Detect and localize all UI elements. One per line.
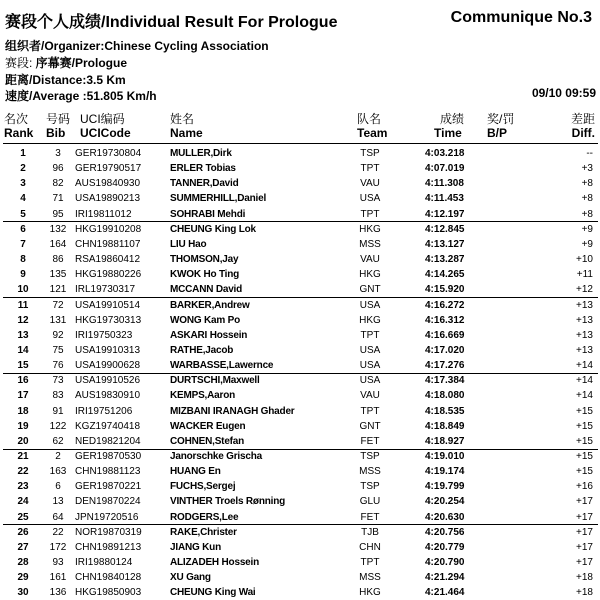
bib-cell: 132 — [49, 223, 67, 235]
rider-name-cell: CHEUNG King Lok — [170, 223, 256, 235]
time-cell: 4:19.010 — [425, 451, 465, 462]
diff-cell: +3 — [581, 163, 593, 175]
team-cell: USA — [359, 193, 381, 205]
col-bib-en: Bib — [46, 126, 66, 140]
rank-cell: 14 — [17, 344, 29, 356]
rider-name-cell: HUANG En — [170, 466, 221, 478]
col-bp-en: B/P — [487, 126, 508, 140]
uci-code-cell: CHN19840128 — [75, 572, 142, 584]
col-team-cn: 队名 — [357, 112, 382, 126]
uci-code-cell: NED19821204 — [75, 435, 141, 447]
rank-cell: 6 — [20, 223, 26, 235]
uci-code-cell: CHN19881107 — [75, 238, 141, 250]
diff-cell: +10 — [576, 254, 593, 266]
col-diff-en: Diff. — [571, 126, 595, 140]
diff-cell: +15 — [576, 420, 593, 432]
bib-cell: 121 — [49, 284, 67, 296]
rider-name-cell: KEMPS,Aaron — [170, 390, 236, 402]
table-row — [0, 358, 600, 373]
team-cell: VAU — [360, 390, 380, 402]
bib-cell: 71 — [52, 193, 64, 205]
col-time-header — [434, 112, 464, 140]
col-team-header — [357, 112, 387, 140]
table-row — [0, 252, 600, 267]
rider-name-cell: RODGERS,Lee — [170, 511, 239, 523]
rider-name-cell: Janorschke Grischa — [170, 451, 263, 462]
rider-name-cell: BARKER,Andrew — [170, 299, 250, 311]
time-cell: 4:15.920 — [425, 284, 465, 296]
rank-cell: 11 — [17, 299, 29, 311]
rank-cell: 29 — [17, 572, 29, 584]
diff-cell: +15 — [576, 405, 593, 417]
uci-code-cell: USA19910313 — [75, 344, 141, 356]
rank-cell: 9 — [20, 269, 26, 281]
table-row — [0, 161, 600, 176]
rider-name-cell: RAKE,Christer — [170, 526, 237, 538]
bib-cell: 161 — [49, 572, 67, 584]
col-uci-en: UCICode — [80, 126, 131, 140]
team-cell: TPT — [360, 329, 380, 341]
bib-cell: 73 — [52, 375, 64, 387]
bib-cell: 93 — [52, 557, 64, 569]
col-rank-header — [4, 112, 33, 140]
uci-code-cell: IRI19751206 — [75, 405, 133, 417]
rank-cell: 15 — [17, 360, 29, 372]
team-cell: TSP — [360, 148, 380, 159]
rider-name-cell: JIANG Kun — [170, 541, 221, 553]
bib-cell: 163 — [49, 466, 67, 478]
diff-cell: +9 — [581, 238, 593, 250]
diff-cell: +17 — [576, 511, 593, 523]
table-row — [0, 207, 600, 222]
table-row — [0, 494, 600, 509]
rider-name-cell: COHNEN,Stefan — [170, 435, 245, 447]
col-name-en: Name — [170, 126, 203, 140]
rider-name-cell: WONG Kam Po — [170, 314, 241, 326]
table-row — [0, 464, 600, 479]
rider-name-cell: SUMMERHILL,Daniel — [170, 193, 267, 205]
uci-code-cell: USA19910514 — [75, 299, 141, 311]
time-cell: 4:16.272 — [425, 299, 465, 311]
distance-value: 3.5 Km — [86, 73, 126, 87]
table-row — [0, 373, 600, 388]
table-row — [0, 540, 600, 555]
col-time-cn: 成绩 — [440, 112, 465, 126]
time-cell: 4:18.927 — [425, 435, 465, 447]
stage-line — [5, 54, 127, 71]
rank-cell: 22 — [17, 466, 29, 478]
diff-cell: +8 — [581, 193, 593, 205]
distance-line — [5, 71, 126, 88]
col-time-en: Time — [434, 126, 462, 140]
rider-name-cell: ASKARI Hossein — [170, 329, 248, 341]
rider-name-cell: MCCANN David — [170, 284, 243, 296]
diff-cell: +17 — [576, 526, 593, 538]
rider-name-cell: VINTHER Troels Rønning — [170, 496, 286, 508]
rider-name-cell: WARBASSE,Lawernce — [170, 360, 274, 372]
table-row — [0, 191, 600, 206]
rank-cell: 28 — [17, 557, 29, 569]
bib-cell: 64 — [52, 511, 64, 523]
uci-code-cell: AUS19840930 — [75, 178, 141, 190]
team-cell: USA — [359, 375, 381, 387]
col-rank-en: Rank — [4, 126, 34, 140]
table-row — [0, 222, 600, 237]
bib-cell: 92 — [52, 329, 64, 341]
diff-cell: +12 — [576, 284, 593, 296]
rider-name-cell: FUCHS,Sergej — [170, 481, 236, 493]
rank-cell: 27 — [17, 541, 29, 553]
rider-name-cell: KWOK Ho Ting — [170, 269, 240, 281]
table-row — [0, 555, 600, 570]
diff-cell: +18 — [576, 587, 593, 599]
rank-cell: 24 — [17, 496, 29, 508]
uci-code-cell: USA19900628 — [75, 360, 141, 372]
rider-name-cell: ALIZADEH Hossein — [170, 557, 260, 569]
time-cell: 4:19.174 — [425, 466, 465, 478]
rank-cell: 23 — [17, 481, 29, 493]
rank-cell: 20 — [17, 435, 29, 447]
rank-cell: 10 — [17, 284, 29, 296]
team-cell: USA — [359, 360, 381, 372]
bib-cell: 3 — [55, 148, 61, 159]
team-cell: TPT — [360, 557, 380, 569]
col-uci-header — [80, 112, 131, 140]
diff-cell: +13 — [576, 344, 593, 356]
rank-cell: 7 — [20, 238, 26, 250]
time-cell: 4:16.669 — [425, 329, 465, 341]
rider-name-cell: LIU Hao — [170, 238, 207, 250]
table-row — [0, 176, 600, 191]
team-cell: TPT — [360, 405, 380, 417]
diff-cell: +11 — [576, 269, 593, 281]
uci-code-cell: GER19870530 — [75, 451, 142, 462]
uci-code-cell: HKG19730313 — [75, 314, 142, 326]
time-cell: 4:03.218 — [425, 148, 465, 159]
team-cell: MSS — [359, 572, 381, 584]
team-cell: TSP — [360, 451, 380, 462]
uci-code-cell: DEN19870224 — [75, 496, 141, 508]
time-cell: 4:19.799 — [425, 481, 465, 493]
rank-cell: 30 — [17, 587, 29, 599]
time-cell: 4:17.384 — [425, 375, 465, 387]
rider-name-cell: WACKER Eugen — [170, 420, 246, 432]
diff-cell: +17 — [576, 496, 593, 508]
uci-code-cell: NOR19870319 — [75, 526, 142, 538]
header-rule — [3, 143, 598, 144]
team-cell: TJB — [361, 526, 379, 538]
table-row — [0, 419, 600, 434]
rank-cell: 12 — [17, 314, 29, 326]
bib-cell: 72 — [52, 299, 64, 311]
team-cell: HKG — [359, 587, 381, 599]
bib-cell: 62 — [52, 435, 64, 447]
table-row — [0, 328, 600, 343]
table-row — [0, 313, 600, 328]
col-diff-header — [560, 112, 595, 140]
uci-code-cell: RSA19860412 — [75, 254, 141, 266]
rank-cell: 5 — [20, 208, 26, 220]
rank-cell: 16 — [17, 375, 29, 387]
table-row — [0, 449, 600, 464]
rank-cell: 18 — [17, 405, 29, 417]
team-cell: CHN — [359, 541, 381, 553]
organizer-label: 组织者/Organizer: — [5, 39, 105, 53]
bib-cell: 22 — [52, 526, 64, 538]
bib-cell: 6 — [55, 481, 61, 493]
rank-cell: 13 — [17, 329, 29, 341]
team-cell: HKG — [359, 223, 381, 235]
team-cell: MSS — [359, 238, 381, 250]
table-row — [0, 510, 600, 525]
organizer-value: Chinese Cycling Association — [104, 39, 269, 53]
stage-label: 赛段: — [5, 56, 36, 70]
bib-cell: 122 — [49, 420, 67, 432]
uci-code-cell: HKG19880226 — [75, 269, 142, 281]
time-cell: 4:20.790 — [425, 557, 465, 569]
col-name-header — [170, 112, 203, 140]
rank-cell: 3 — [20, 178, 26, 190]
organizer-line — [5, 37, 269, 54]
rider-name-cell: ERLER Tobias — [170, 163, 236, 175]
table-row — [0, 146, 600, 161]
rider-name-cell: DURTSCHI,Maxwell — [170, 375, 260, 387]
time-cell: 4:16.312 — [425, 314, 465, 326]
team-cell: GLU — [359, 496, 381, 508]
bib-cell: 131 — [49, 314, 67, 326]
time-cell: 4:20.756 — [425, 526, 465, 538]
time-cell: 4:13.287 — [425, 254, 465, 266]
uci-code-cell: KGZ19740418 — [75, 420, 141, 432]
time-cell: 4:07.019 — [425, 163, 465, 175]
rider-name-cell: XU Gang — [170, 572, 211, 584]
col-uci-cn: UCI编码 — [80, 112, 125, 126]
time-cell: 4:21.464 — [425, 587, 465, 599]
table-row — [0, 570, 600, 585]
table-row — [0, 404, 600, 419]
table-row — [0, 237, 600, 252]
table-row — [0, 282, 600, 297]
team-cell: TPT — [360, 163, 380, 175]
diff-cell: +17 — [576, 541, 593, 553]
table-row — [0, 479, 600, 494]
time-cell: 4:18.535 — [425, 405, 465, 417]
diff-cell: +17 — [576, 557, 593, 569]
document-title: 赛段个人成绩/Individual Result For Prologue — [5, 14, 338, 31]
team-cell: TPT — [360, 208, 380, 220]
diff-cell: +14 — [576, 360, 593, 372]
rank-cell: 8 — [20, 254, 26, 266]
time-cell: 4:18.849 — [425, 420, 465, 432]
table-row — [0, 434, 600, 449]
col-team-en: Team — [357, 126, 388, 140]
time-cell: 4:13.127 — [425, 238, 465, 250]
uci-code-cell: HKG19850903 — [75, 587, 142, 599]
diff-cell: -- — [586, 148, 593, 159]
table-row — [0, 525, 600, 540]
uci-code-cell: USA19890213 — [75, 193, 141, 205]
time-cell: 4:17.020 — [425, 344, 465, 356]
team-cell: USA — [359, 344, 381, 356]
team-cell: FET — [360, 511, 380, 523]
communique-number: Communique No.3 — [450, 9, 592, 26]
time-cell: 4:11.453 — [425, 193, 464, 205]
bib-cell: 135 — [49, 269, 67, 281]
team-cell: GNT — [359, 284, 381, 296]
col-bib-cn: 号码 — [46, 112, 71, 126]
diff-cell: +13 — [576, 329, 593, 341]
rider-name-cell: RATHE,Jacob — [170, 344, 234, 356]
diff-cell: +8 — [581, 208, 593, 220]
bib-cell: 13 — [52, 496, 64, 508]
table-row — [0, 267, 600, 282]
average-line — [5, 87, 157, 104]
rank-cell: 17 — [17, 390, 29, 402]
time-cell: 4:17.276 — [425, 360, 465, 372]
uci-code-cell: USA19910526 — [75, 375, 141, 387]
diff-cell: +16 — [576, 481, 593, 493]
bib-cell: 75 — [52, 344, 64, 356]
diff-cell: +14 — [576, 390, 593, 402]
team-cell: HKG — [359, 269, 381, 281]
average-value: 51.805 Km/h — [86, 89, 157, 103]
time-cell: 4:20.254 — [425, 496, 465, 508]
time-cell: 4:12.845 — [425, 223, 465, 235]
rider-name-cell: MIZBANI IRANAGH Ghader — [170, 405, 295, 417]
uci-code-cell: IRI19750323 — [75, 329, 133, 341]
table-row — [0, 388, 600, 403]
rank-cell: 2 — [20, 163, 26, 175]
diff-cell: +15 — [576, 451, 593, 462]
col-bp-header — [487, 112, 514, 140]
rider-name-cell: TANNER,David — [170, 178, 239, 190]
uci-code-cell: GER19870221 — [75, 481, 142, 493]
bib-cell: 172 — [49, 541, 67, 553]
uci-code-cell: HKG19910208 — [75, 223, 142, 235]
bib-cell: 91 — [52, 405, 64, 417]
team-cell: USA — [359, 299, 381, 311]
bib-cell: 76 — [52, 360, 64, 372]
rank-cell: 4 — [20, 193, 26, 205]
average-label: 速度/Average : — [5, 89, 87, 103]
time-cell: 4:21.294 — [425, 572, 465, 584]
distance-label: 距离/Distance: — [5, 73, 87, 87]
table-row — [0, 343, 600, 358]
table-row — [0, 585, 600, 600]
col-name-cn: 姓名 — [170, 112, 195, 126]
col-rank-cn: 名次 — [4, 112, 29, 126]
team-cell: VAU — [360, 254, 380, 266]
rider-name-cell: SOHRABI Mehdi — [170, 208, 246, 220]
col-bib-header — [46, 112, 70, 140]
bib-cell: 83 — [52, 390, 64, 402]
publish-datetime: 09/10 09:59 — [531, 86, 596, 100]
rank-cell: 26 — [17, 526, 29, 538]
rank-cell: 19 — [17, 420, 29, 432]
rider-name-cell: THOMSON,Jay — [170, 254, 239, 266]
uci-code-cell: IRL19730317 — [75, 284, 136, 296]
uci-code-cell: GER19790517 — [75, 163, 142, 175]
diff-cell: +18 — [576, 572, 593, 584]
rank-cell: 25 — [17, 511, 29, 523]
team-cell: TSP — [360, 481, 380, 493]
diff-cell: +14 — [576, 375, 593, 387]
time-cell: 4:20.630 — [425, 511, 465, 523]
bib-cell: 164 — [49, 238, 67, 250]
time-cell: 4:11.308 — [425, 178, 464, 190]
col-bp-cn: 奖/罚 — [487, 112, 515, 126]
team-cell: VAU — [360, 178, 380, 190]
bib-cell: 2 — [55, 451, 61, 462]
time-cell: 4:14.265 — [425, 269, 465, 281]
team-cell: FET — [360, 435, 380, 447]
diff-cell: +13 — [576, 299, 593, 311]
bib-cell: 86 — [52, 254, 64, 266]
uci-code-cell: AUS19830910 — [75, 390, 141, 402]
bib-cell: 95 — [52, 208, 64, 220]
col-diff-cn: 差距 — [570, 112, 595, 126]
uci-code-cell: JPN19720516 — [75, 511, 139, 523]
uci-code-cell: GER19730804 — [75, 148, 142, 159]
team-cell: GNT — [359, 420, 381, 432]
uci-code-cell: IRI19811012 — [75, 208, 132, 220]
bib-cell: 82 — [52, 178, 64, 190]
diff-cell: +15 — [576, 466, 593, 478]
uci-code-cell: IRI19880124 — [75, 557, 133, 569]
uci-code-cell: CHN19881123 — [75, 466, 141, 478]
rider-name-cell: MULLER,Dirk — [170, 148, 232, 159]
uci-code-cell: CHN19891213 — [75, 541, 142, 553]
rider-name-cell: CHEUNG King Wai — [170, 587, 256, 599]
team-cell: HKG — [359, 314, 381, 326]
diff-cell: +13 — [576, 314, 593, 326]
team-cell: MSS — [359, 466, 381, 478]
diff-cell: +8 — [581, 178, 593, 190]
time-cell: 4:18.080 — [425, 390, 465, 402]
table-row — [0, 298, 600, 313]
time-cell: 4:12.197 — [425, 208, 465, 220]
diff-cell: +15 — [576, 435, 593, 447]
bib-cell: 136 — [49, 587, 67, 599]
rank-cell: 21 — [17, 451, 29, 462]
time-cell: 4:20.779 — [425, 541, 465, 553]
rank-cell: 1 — [20, 148, 26, 159]
stage-value: 序幕赛/Prologue — [35, 56, 128, 70]
diff-cell: +9 — [581, 223, 593, 235]
bib-cell: 96 — [52, 163, 64, 175]
